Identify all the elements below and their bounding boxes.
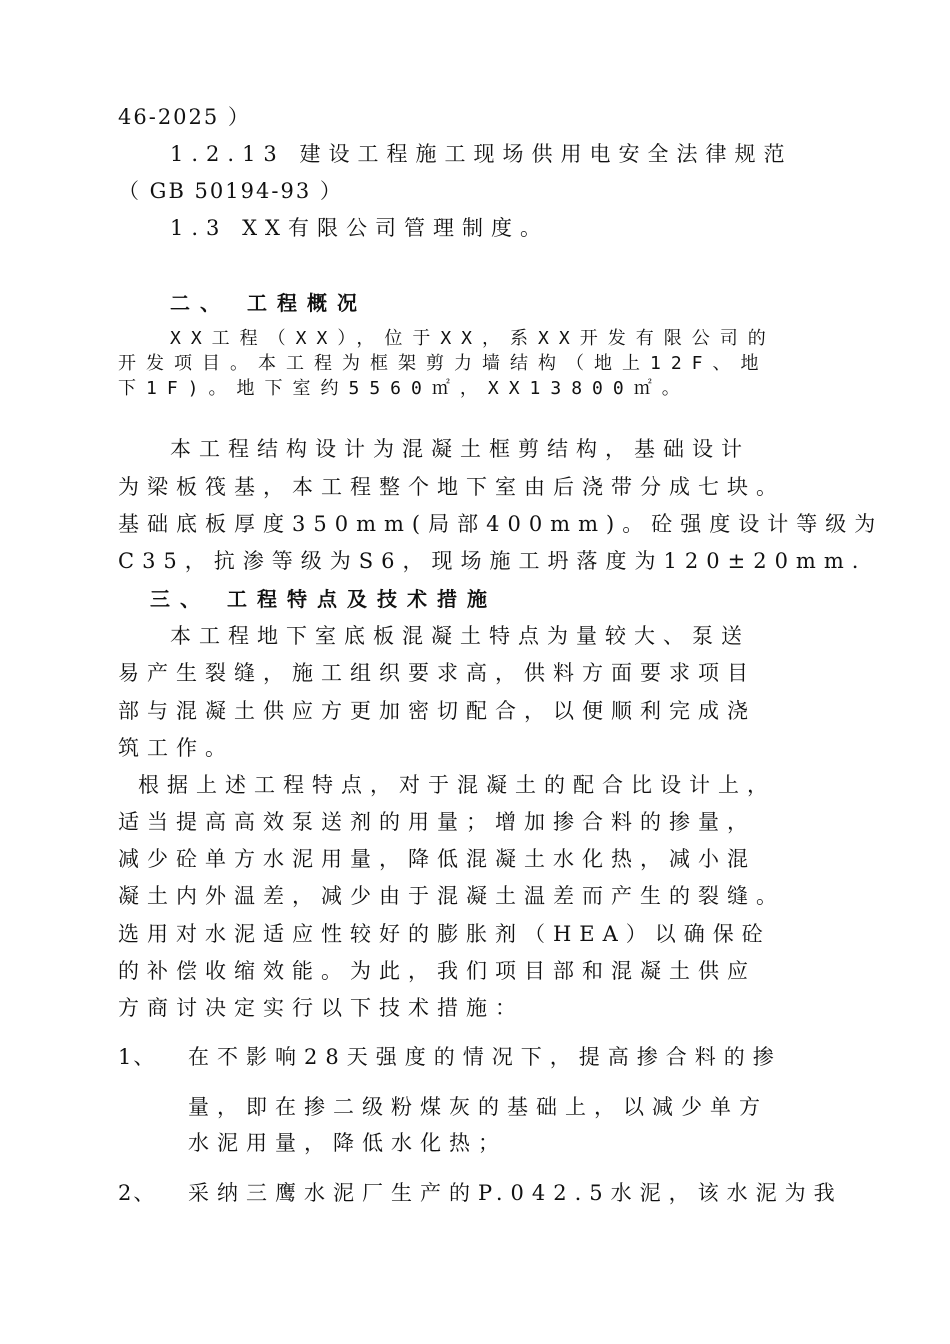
list-number: 2、: [118, 1181, 157, 1205]
text-line: 的补偿收缩效能。为此，我们项目部和混凝土供应: [118, 959, 756, 983]
text-line: （ GB 50194-93 ）: [118, 179, 343, 203]
list-item-text: 采纳三鹰水泥厂生产的P.042.5水泥，该水泥为我: [188, 1181, 843, 1205]
text-line: 本工程结构设计为混凝土框剪结构，基础设计: [170, 437, 750, 461]
text-line: 减少砼单方水泥用量，降低混凝土水化热，减小混: [118, 847, 756, 871]
text-line: 46-2025 ）: [118, 105, 251, 129]
text-line: 为梁板筏基，本工程整个地下室由后浇带分成七块。: [118, 475, 785, 499]
list-number: 1、: [118, 1045, 157, 1069]
list-item-text: 在不影响28天强度的情况下，提高掺合料的掺: [188, 1045, 782, 1069]
text-line: 开发项目。本工程为框架剪力墙结构（地上12F、地: [118, 353, 769, 374]
text-line: 本工程地下室底板混凝土特点为量较大、泵送: [170, 624, 750, 648]
text-line: 根据上述工程特点，对于混凝土的配合比设计上，: [138, 773, 776, 797]
text-line: 1.3 XX有限公司管理制度。: [170, 216, 549, 240]
section-heading: 二、 工程概况: [170, 291, 367, 315]
section-heading: 三、 工程特点及技术措施: [150, 587, 497, 611]
text-line: 方商讨决定实行以下技术措施：: [118, 996, 524, 1020]
text-line: 1.2.13 建设工程施工现场供用电安全法律规范: [170, 142, 793, 166]
text-line: 易产生裂缝，施工组织要求高，供料方面要求项目: [118, 661, 756, 685]
text-line: 适当提高高效泵送剂的用量；增加掺合料的掺量，: [118, 810, 756, 834]
text-line: 选用对水泥适应性较好的膨胀剂（HEA）以确保砼: [118, 922, 771, 946]
list-item-text: 量，即在掺二级粉煤灰的基础上，以减少单方: [188, 1095, 768, 1119]
text-line: 凝土内外温差，减少由于混凝土温差而产生的裂缝。: [118, 884, 785, 908]
text-line: 部与混凝土供应方更加密切配合，以便顺利完成浇: [118, 699, 756, 723]
list-item-text: 水泥用量，降低水化热；: [188, 1131, 507, 1155]
text-line: 基础底板厚度350mm(局部400mm)。砼强度设计等级为: [118, 512, 884, 536]
text-line: XX工程（XX），位于XX，系XX开发有限公司的: [170, 328, 776, 349]
text-line: 筑工作。: [118, 736, 234, 760]
text-line: C35，抗渗等级为S6，现场施工坍落度为120±20mm.: [118, 549, 867, 573]
text-line: 下1F)。地下室约5560㎡，XX13800㎡。: [118, 378, 690, 399]
